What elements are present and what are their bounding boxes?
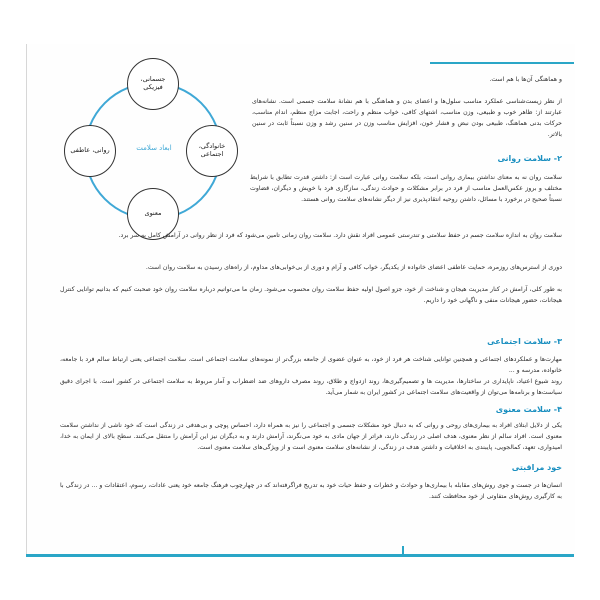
intro-paragraph [252, 96, 562, 140]
spiritual-paragraph-1 [60, 420, 562, 453]
spiritual-paragraph-1-text: یکی از دلایل ابتلای افراد به بیماری‌های روحی و روانی که به دنبال خود مشکلات جسمی و اجتماعی را نیز به همراه دارد، احساس پوچی و بی‌هدفی در زندگی است که خود ناشی از نداشتن سلامت معنوی است. افراد سالم از نظر معنوی، هدف اصلی در زندگی دارند، فراتر از جهان مادی به خود می‌نگرند، آرامش دارند و به دیگران نیز این آرامش را منتقل می‌کنند. سطح بالای از ایمان به خدا، امیدواری، تعهد، کمالجویی، پایبندی به اخلاقیات و داشتن هدف در زندگی، از نشانه‌های سلامت معنوی است و از ویژگی‌های سلامت معنوی است. [60, 422, 562, 451]
mental-paragraph-4-text: به طور کلی، آرامش در کنار مدیریت هیجان و شناخت از خود، جزو اصول اولیه حفظ سلامت روان محسوب می‌شود. زمان ما می‌توانیم درباره سلامت روان خود صحبت کنیم که بدانیم توانایی کنترل هیجانات، حضور هیجانات منفی و ناگهانی خود را داریم. [60, 286, 562, 304]
mental-paragraph-1-text: سلامت روان نه به معنای نداشتن بیماری روانی است، بلکه سلامت روانی عبارت است از: داشتن قدرت تطابق با شرایط مختلف و بروز عکس‌العمل مناسب از فرد در برابر مشکلات و حوادث زندگی، سازگاری فرد با خویش و دیگران، قضاوت نسبتاً صحیح در برخورد با مسائل، داشتن روحیه انتقادپذیری نیز از دیگر نشانه‌های سلامت روانی هستند. [250, 174, 562, 203]
mental-paragraph-4 [60, 284, 562, 306]
bottom-accent-bar [26, 554, 574, 557]
diagram-node-social: خانوادگی، اجتماعی [186, 125, 238, 177]
self-care-paragraph-1 [60, 480, 562, 502]
top-accent-rule [430, 62, 574, 64]
section-heading-self-care: خود مراقبتی [511, 463, 562, 472]
social-paragraph-1-text: مهارت‌ها و عملکردهای اجتماعی و همچنین توانایی شناخت هر فرد از خود، به عنوان عضوی از جامعه بزرگ‌تر از نمونه‌های سلامت اجتماعی است. سلامت اجتماعی یعنی ارتباط سالم فرد با جامعه، خانواده، مدرسه و ... [60, 356, 562, 374]
section-heading-social: ۳- سلامت اجتماعی [487, 337, 562, 346]
mental-paragraph-1 [250, 172, 562, 205]
mental-paragraph-3-text: دوری از استرس‌های روزمره، حمایت عاطفی اعضای خانواده از یکدیگر، خواب کافی و آرام و دوری از بی‌خوابی‌های مداوم، از راه‌های رسیدن به سلامت روان است. [145, 264, 562, 271]
section-heading-spiritual: ۴- سلامت معنوی [495, 405, 562, 414]
social-paragraph-2-text: روند شیوع اعتیاد، ناپایداری در ساختارها، مدیریت ها و تصمیم‌گیری‌ها، روند ازدواج و طلاق، روند مصرف داروهای ضد اضطراب و آمار مربوط به سلامت اجتماعی در کشور است. با اجرای دقیق سیاست‌ها و برنامه‌ها می‌توان از واقعیت‌های سلامت اجتماعی در کشور ایران به شمار می‌آید. [60, 378, 562, 396]
intro-line-text: و هماهنگی آن‌ها با هم است. [489, 76, 562, 83]
mental-paragraph-2-text: سلامت روان به اندازه سلامت جسم در حفظ سلامتی و تندرستی عمومی افراد نقش دارد. سلامت روان زمانی تامین می‌شود که فرد از نظر روانی در آرامش کامل به سر برد. [118, 232, 562, 239]
bottom-accent-tick [402, 546, 404, 556]
mental-paragraph-3 [60, 262, 562, 273]
intro-line [252, 74, 562, 85]
intro-paragraph-text: از نظر زیست‌شناسی عملکرد مناسب سلول‌ها و اعضای بدن و هماهنگی با هم نشانهٔ سلامت جسمی است. نشانه‌های عبارتند از: ظاهر خوب و طبیعی، وزن مناسب، اشتهای کافی، خواب منظم و راحت، اجابت مزاج منظم، اندام مناسب، حرکات بدنی هماهنگ، طبیعی بودن نبض و فشار خون، افزایش مناسب وزن در سنین رشد و وزن نسبتاً ثابت در سنین بالاتر. [252, 98, 562, 138]
mental-paragraph-2 [60, 230, 562, 241]
diagram-node-spiritual: معنوی [127, 188, 179, 240]
diagram-node-mental: روانی، عاطفی [64, 125, 116, 177]
diagram-node-physical: جسمانی، فیزیکی [127, 58, 179, 110]
social-paragraph-2 [60, 376, 562, 398]
self-care-paragraph-1-text: انسان‌ها در جست و جوی روش‌های مقابله با بیماری‌ها و حوادث و خطرات و حفظ حیات خود به تدریج فراگرفته‌اند که در چهارچوب فرهنگ جامعه خود یعنی عادات، رسوم، اعتقادات و ... در زندگی با به کارگیری روش‌های متفاوتی از خود محافظت کنند. [60, 482, 562, 500]
diagram-center-label: ابعاد سلامت [136, 144, 172, 152]
section-heading-mental: ۲- سلامت روانی [497, 154, 562, 163]
social-paragraph-1 [60, 354, 562, 376]
health-dimensions-diagram [66, 64, 244, 242]
